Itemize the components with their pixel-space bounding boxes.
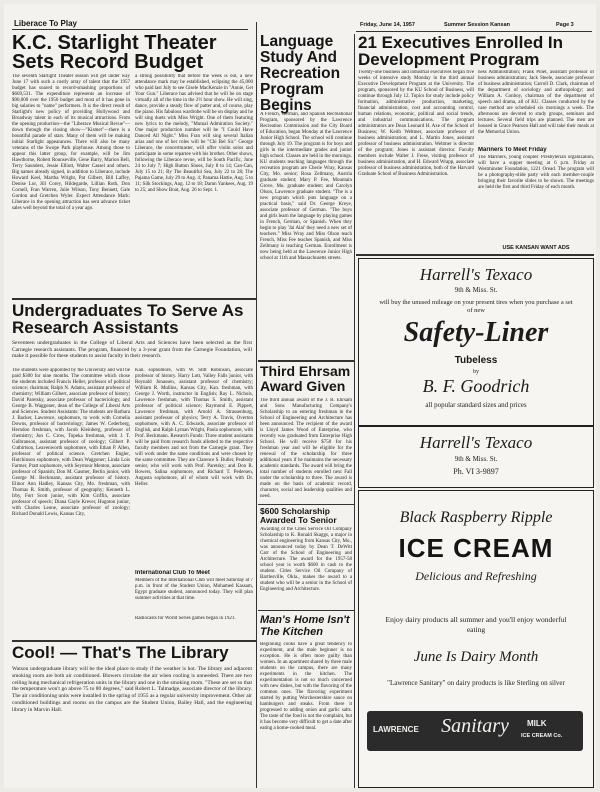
ice-cream-ad	[358, 490, 594, 788]
starlight-col1: The seventh Starlight Theater season will get under way June 17 with such a costly array of talent that the 1957 budget has soared to record-smashing proportions of $669,531. The expenditure represents an increase of $90,000 over the 1956 budget and most of it has gone in big salaries to "name" performers. It is the direct result of Starlight's new policy of providing Hollywood and Broadway talent in each of its musical attractions. From the opening production—the "Liberace Musical Revue"—down through the closing show—"Kismet"—there is a bountiful parade of stars. Many of them will be making initial Starlight appearances. There will also be many veterans of the Swope Park playhouse. Among those to appear this latter group, for example, will be Jim Hawthorne, Robert Rounseville, Gene Barry, Marion Bell, Terry Saunders, Jessie Elliott, Walter Cassel and others. Big names already signed, in addition to Liberace, include Howard Keel, Martha Wright, Pat Gilbert, Bill Laffey, Denise Lor, Jill Corey, Hildegarde, Lillian Roth, Don Cornell, Fran Warren, Julie Wilson, Tony Bennett, Gale Gordon and Gretchen Wyler. Expect Attendance Mark: Liberace in the opening attraction has sent advance ticket sales well beyond the total of a year ago.	[12, 74, 130, 211]
language-body: A French, German, and Spanish Recreational Program, sponsored by the Lawrence Recreation Commission and the City Board of Education, began Monday at the Lawrence Junior High School. The school will continue through July 19. The program is for boys and girls in the intermediate grades and junior high school. Classes are held in the mornings. KU students teaching languages through the recreation program are Cherie Wray, Kansas City, Mo. senior; Rosa Zellmany, Austria graduate student; Mary P. Fee, Mountain Grove, Mo. graduate student; and Carolyn Olson, Lawrence graduate student. "The is a new program which puts language on a practical basis," said Dr. George Kreye, associate professor of German. "The boys and girls learn the language by playing games in French, German, or Spanish. When they begin to play 'Jai Alai' they need a new set of teachers." Miss Wray and Miss Olson teach French, Miss Fee teaches Spanish, and Miss Zellmany is teaching German. Enrollment is now being held at the Lawrence Junior High school at 11th and Massachusetts streets.	[260, 112, 352, 261]
undergrad-col2: Kan. sophomore, with W. Stitt Robinson, associate professor of history. Harry Lott, Valley Falls junior, with Reynald Jonassen, assistant professor of chemistry; William R. Mullins, Kansas City, Kan. freshman, with George J. Worth, instructor in English; Ray L. Nichols, Lawrence freshman, with Thomas S. Smith, assistant professor of political science; Raymond E. Pippert, Lawrence freshman, with Arnold A. Strassenburg, assistant professor of physics; Terry A. Travis, Overton sophomore, with A. C. Edwards, associate professor of English, and Ralph Lyman Wright, Paola sophomore, with Prof. Beckmann. Research Funds: Three student assistants will be paid from research funds allotted to the respective faculty members and not from the Carnegie grant. They will work under the same conditions and were chosen by the same committee. They are Clarence S. Buller, Peabody senior, who will work with Prof. Paretsky; and Don R. Bowers, Salina sophomore, and Richard T. Pedersen, Augusta sophomore, all of whom will work with Dr. Heller.	[135, 368, 253, 487]
texaco-address: 9th & Miss. St.	[454, 286, 498, 294]
sterling-slogan: "Lawrence Sanitary" on dairy products is like Sterling on silver	[387, 679, 565, 687]
executives-col1: Twenty-one business and industrial executives began five weeks of intensive study Monday in the third annual Executive Development Program at the University. The program, sponsored by the KU School of Business, will continue through July 12. Topics for study include policy formation, administrative production, marketing, financial administration, cost and accounting control, human relations, economic, political and social trends, and industrial communications. The program administrators are Dean Leonard H. Axe of the School of Business; W. Keith Weltmer, associate professor of business administration; and L. Martin Jones, assistant professor of business administration. Weltmer is director of the program; Jones is assistant director. Faculty members include Walter J. Frese, visiting professor of business administration, and H. Edward Wrapp, associate professor of business administration, both of the Harvard Graduate School of Business Administration.	[358, 70, 474, 177]
ice-cream-title: ICE CREAM	[398, 533, 554, 563]
cool-body: Watson undergraduate library will be the ideal place to study if the weather is hot. The library and adjacent smoking room are both air conditioned. Blowers circulate the air when cooling is unneeded. There are two ceiling hung mechanical refrigeration units in the library and one in the smoking room. "These are set so that the temperature won't go above 75 to 80 degrees," said Robert L. Talmadge, associate director of the library. The air conditioning units were installed in the spring of 1955 as a regular university improvement. Other air conditioned buildings and rooms on the campus are the Student Union, Bailey Hall, and the engineering library in Marvin Hall.	[12, 666, 252, 713]
tire-pitch: will buy the unused mileage on your present tires when you purchase a set of new	[379, 299, 573, 314]
intl-club-subhead: International Club To Meet	[135, 570, 210, 576]
logo-lawrence: LAWRENCE	[373, 725, 419, 734]
newspaper-page	[4, 4, 596, 788]
paper-name: Summer Session Kansan	[444, 22, 511, 28]
starlight-headline: K.C. Starlight Theater Sets Record Budget	[12, 34, 217, 72]
texaco-goodrich-ad	[358, 258, 594, 426]
world-series-note: Radiocasts for World Series games began in 1921.	[135, 616, 236, 621]
starlight-col2: a strong possibility that before the week is out, a new attendance mark may be established, eclipsing the 45,000 who paid last July to see Gisele MacKenzie in "Annie, Get Your Gun." Liberace has advised that he will be on stage virtually all of the time in the 2½ hour show. He will sing, dance, provide a steady flow of patter and, of course, play the piano. His fabulous wardrobe will be on display and he will sing duets with Miss Wright. One of them featuring new lyrics to the melody, "Mutual Admiration Society." One major production number will be "I Could Have Danced All Night." Miss Fran will sing several Italian arias and one of her roles will be "Chi Bel Sir." George Liberace, the concertmaster, will offer violin solos and participate in some repartee with his brother. Other shows, following the Liberace revue, will be South Pacific, June 24 to July 7; High Button Shoes, July 8 to 14; Can-Can, July 15 to 21; By The Beautiful Sea, July 22 to 28; The Pajama Game, July 29 to Aug. 4; Panama Hattie, Aug. 5 to 11; Silk Stockings, Aug. 12 to 18; Damn Yankees, Aug. 19 to 25; and Show Boat, Aug. 26 to Sept. 1.	[135, 74, 253, 193]
cool-headline: Cool! — That's The Library	[12, 644, 229, 662]
dairy-month-promo: June Is Dairy Month	[413, 649, 539, 665]
flavor-script: Black Raspberry Ripple	[399, 509, 553, 526]
tubeless-label: Tubeless	[454, 355, 498, 366]
safety-liner-logo: Safety-Liner	[403, 317, 549, 348]
sizes-tagline: all popular standard sizes and prices	[425, 401, 527, 409]
kitchen-body: Beginning cooks have a great tendency to experiment, and the male beginner is no exception. He is often more guilty than women. In an apartment shared by three male students on the campus, there are many experiments in the kitchen. The experimentation is not so much concerned with new dishes, but with the flavoring of the common ones. The flavoring experiment started by putting Worchestershire sauce on hamburgers and steaks. From there it progressed to adding onion and garlic salts. The taste of the food is not the complaint, but it has become very difficult to get a date after eating a home-cooked meal.	[260, 642, 352, 731]
executives-col2: ness Administration; Frank Pinet, assistant professor of business administration; Jack Steele, associate professor of business administration; Carroll D. Clark, chairman of the department of sociology and anthropology; and William A. Conboy, chairman of the department of speech and drama, all of KU. Classes conducted by the case method are scheduled six mornings a week. The afternoons are devoted to study groups, seminars and lectures. Several field trips are planned. The men are housed in Grace Pearson Hall and will take their meals at the Memorial Union.	[478, 70, 594, 135]
ehrsam-headline: Third Ehrsam Award Given	[260, 364, 351, 394]
texaco2-address: 9th & Miss. St.	[454, 455, 498, 463]
kitchen-headline: Man's Home Isn't The Kitchen	[260, 614, 350, 638]
logo-ice-cream-co: ICE CREAM Co.	[521, 733, 563, 739]
scholarship-body: Awarding of the Cities Service Oil Company Scholarship to K. Ronald Skaggs, a major in chemical engineering from Kansas City, Mo., was announced today by Dean T. DeWitt Carr of the School of Engineering and Architecture. The award for the 1957-58 school year is worth $600 in cash to the student. Cities Service Oil Company of Bartlesville, Okla., makes the award to a student who will be a senior in the School of Engineering and Architecture.	[260, 527, 352, 592]
logo-sanitary: Sanitary	[441, 715, 509, 737]
mariners-subhead: Mariners To Meet Friday	[478, 147, 547, 153]
scholarship-headline: $600 Scholarship Awarded To Senior	[260, 507, 337, 525]
use-want-ads: USE KANSAN WANT ADS	[478, 245, 594, 251]
intl-club-body: Members of the International Club will meet Saturday at 7 p.m. in front of the Student Union, Mohamed Kassam, Egypt graduate student, announced today. They will plan summer activities at that time.	[135, 578, 253, 601]
page-number: Page 3	[556, 22, 574, 28]
by-label: by	[473, 369, 479, 375]
texaco-phone-ad	[358, 426, 594, 488]
undergrad-lead: Seventeen undergraduates in the College of Liberal Arts and Sciences have been selected as the first Carnegie research assistants. The program, financed by a 3-year grant from the Carnegie Foundation, will make it possible for these students to assist faculty in their research.	[12, 340, 252, 359]
undergrad-headline: Undergraduates To Serve As Research Assistants	[12, 302, 244, 336]
executives-headline: 21 Executives Enrolled In Development Program	[358, 34, 564, 68]
language-headline: Language Study And Recreation Program Begins	[260, 34, 341, 114]
delicious-tagline: Delicious and Refreshing	[415, 569, 537, 583]
ehrsam-body: The third annual award of the J. B. Ehrsam and Sons Manufacturing Company's Scholarship to an entering freshman in the School of Engineering and Architecture has been announced. The recipient of the award is Lloyd James Wood of Enterprise, who recently was graduated from Enterprise High School. He will receive $750 for his freshman year and will be eligible for the renewal of the scholarship for three additional years if he maintains the necessary academic standards. The award will bring the total number of students enrolled next Fall under the scholarship to three. The award is made on the basis of academic record, character, social and leadership qualities and need.	[260, 398, 352, 499]
lawrence-sanitary-logo	[367, 711, 583, 751]
texaco-name: Harrell's Texaco	[419, 265, 533, 284]
goodrich-logo: B. F. Goodrich	[422, 376, 530, 396]
texaco2-name: Harrell's Texaco	[419, 433, 533, 452]
section-label: Liberace To Play	[14, 19, 77, 28]
issue-date: Friday, June 14, 1957	[360, 22, 415, 28]
mariners-body: The Mariners, young couples' Presbyterian organization, will have a supper meeting at 6 p.m. Friday at Westminster Foundation, 1221 Oread. The program will be a photography-slide party with each member-couple bringing their favorite slides to be shown. The meetings are held the first and third Friday of each month.	[478, 155, 594, 190]
undergrad-col1: The students were appointed by the University and will be paid $300 for nine months. The committee which chose the students included Francis Heller, professor of political science; chairman; Ralph N. Adams, assistant professor of chemistry; William Gilbert, associate professor of history; David Paretsky, associate professor of bacteriology, and George B. Waggoner, dean of the College of Liberal Arts and Sciences. Student Assistants: The students are Barbara J. Backer, Lawrence, sophomore, to work with Cornelia Downs, professor of bacteriology; James W. Cederberg, Herndon freshman, with Jacob Kleinberg, professor of chemistry; Jon C. Crow, Topeka freshman, with J. T. Gulbranson, assistant professor of zoology; Gilbert P. Cutbirtson, Leavenworth sophomore, with Ethan P. Allen, professor of political science. Gretchen Engler, Hutchinson sophomore, with Dean Waggoner; Linda Lois Farmer, Pratt sophomore, with Seymour Menton, associate professor of Spanish; Don M. Gasmer, Berlin junior, with George M. Beckmann, assistant professor of history. Elinor Ann Hadley, Kansas City, Mo. freshman, with Thomas R. Smith, professor of geography; Kenneth L. Irby, Fort Scott junior, with Kim Griffin, associate professor of speech; Diana Gayle Krever, Hugoton junior, with Charles Leone, associate professor of zoology; Richard Donald Lewis, Kansas City,	[12, 368, 130, 517]
logo-milk: MILK	[527, 719, 547, 728]
dairy-pitch: Enjoy dairy products all summer and you'll enjoy wonderful eating	[385, 615, 567, 634]
texaco2-phone: Ph. VI 3-9897	[453, 467, 499, 476]
